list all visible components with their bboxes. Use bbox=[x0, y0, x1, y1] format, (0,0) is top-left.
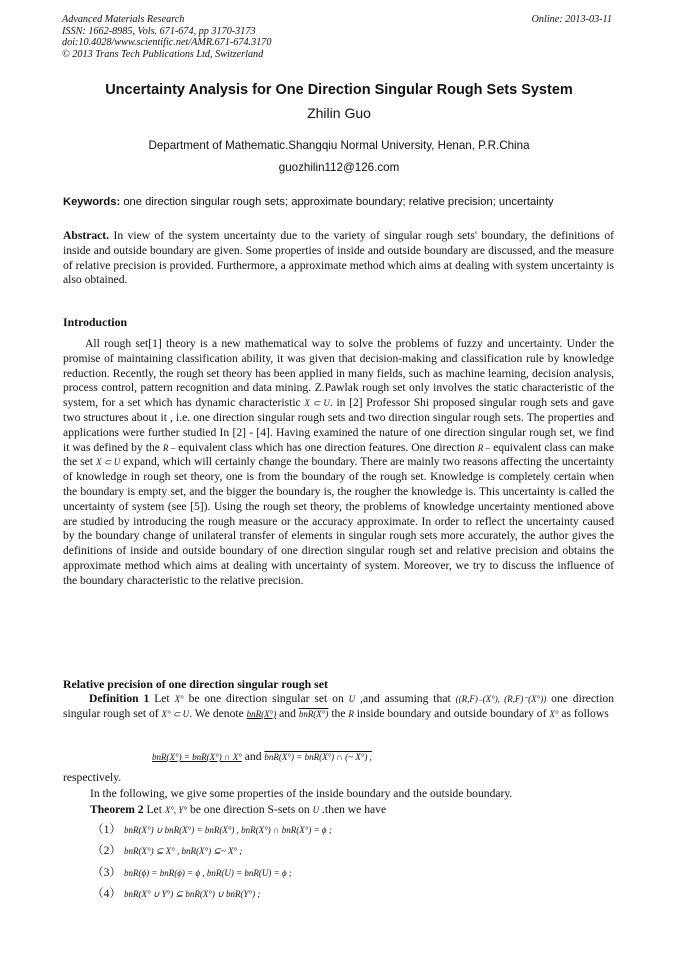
theorem-item bbox=[92, 885, 260, 901]
formula-and: and bbox=[244, 750, 262, 763]
journal-header bbox=[62, 14, 271, 60]
item-formula: bnR(X°) ∪ bnR(X°) = bnR(X°) , bnR(X°) ∩ bnR(X°) = ϕ ; bbox=[124, 825, 332, 835]
theorem-label: Theorem 2 bbox=[90, 803, 144, 816]
math-inline: R – bbox=[477, 442, 491, 453]
def-text: inside boundary and outside boundary of bbox=[356, 706, 547, 720]
thm-text: Let bbox=[146, 803, 162, 816]
keywords-line bbox=[63, 196, 623, 208]
section-heading: Relative precision of one direction singular rough set bbox=[63, 677, 328, 691]
def-text: . We denote bbox=[189, 706, 244, 720]
paper-title: Uncertainty Analysis for One Direction Singular Rough Sets System bbox=[105, 82, 573, 98]
math-inline: bnR(X°) bbox=[246, 708, 277, 719]
item-formula: bnR(X°) ⊆ X° , bnR(X°) ⊆~ X° ; bbox=[124, 846, 243, 856]
math-inline: X° bbox=[174, 694, 184, 704]
intro-text-4: equivalent class can make the set bbox=[63, 440, 615, 469]
item-number: （1） bbox=[92, 823, 121, 836]
inside-boundary-formula: bnR(X°) = bnR(X°) ∩ X° bbox=[152, 752, 242, 762]
definition-paragraph bbox=[63, 692, 614, 722]
intro-text-3: equivalent class which has one direction features. One direction bbox=[178, 440, 475, 454]
item-number: （3） bbox=[92, 866, 121, 879]
math-inline: X°, Y° bbox=[164, 805, 188, 815]
abstract-label: Abstract. bbox=[63, 229, 110, 242]
intro-text-1: All rough set[1] theory is a new mathematical way to solve the problems of fuzzy and uncertainty. Under the promise of maintaining classification ability, it was given that decision-making and classification rule by knowledge reduction. Recently, the rough set theory has been applied in many fields, such as machine learning, decision analysis, process control, pattern recognition and data mining. Z.Pawlak rough set only involves the static characteristic of the system, for a set which has dynamic characteristic bbox=[63, 337, 614, 410]
math-inline: X° bbox=[549, 708, 559, 719]
item-number: （2） bbox=[92, 844, 121, 857]
def-text: and bbox=[279, 706, 296, 720]
item-formula: bnR(ϕ) = bnR(ϕ) = ϕ , bnR(U) = bnR(U) = ϕ ; bbox=[124, 868, 292, 878]
math-inline: X° ⊂ U bbox=[161, 708, 190, 719]
theorem-statement bbox=[90, 803, 386, 816]
issn-line: ISSN: 1662-8985, Vols. 671-674, pp 3170-3173 bbox=[62, 25, 256, 37]
properties-intro-text: In the following, we give some properties of the inside boundary and the outside boundary. bbox=[90, 787, 513, 800]
online-date: Online: 2013-03-11 bbox=[531, 14, 612, 25]
def-text: Let bbox=[154, 692, 170, 705]
math-inline: ((R,F)₋(X°), (R,F)⁻(X°)) bbox=[455, 694, 547, 704]
def-text: as follows bbox=[561, 706, 609, 720]
theorem-item bbox=[92, 842, 242, 858]
boundary-formula bbox=[152, 750, 372, 763]
paper-author: Zhilin Guo bbox=[307, 105, 371, 121]
theorem-item bbox=[92, 821, 332, 837]
math-inline: R bbox=[348, 708, 354, 719]
respectively-text: respectively. bbox=[63, 771, 122, 784]
author-affiliation: Department of Mathematic.Shangqiu Normal University, Henan, P.R.China bbox=[148, 139, 530, 152]
intro-text-5: expand, which will certainly change the boundary. There are mainly two reasons affecting the uncertainty of knowledge in rough set theory, one is from the boundary of the rough set. Knowledge is completely certain when the boundary is empty set, and the bigger the boundary is, the rougher the knowledge is. This uncertainty is called the uncertainty of system (see [5]). Using the rough set theory, the problems of knowledge uncertainty mentioned above are studied by introducing the rough measure or the accuracy approximate. In order to reflect the uncertainty caused by the boundary change of unilateral transfer of elements in singular rough sets more accurately, the author gives the definitions of inside and outside boundary of one direction singular rough set and relative precision and obtains the approximate method which aims at dealing with uncertainty of system. Moreover, we try to discuss the influence of the boundary characteristic to the relative precision. bbox=[63, 455, 614, 587]
author-email[interactable]: guozhilin112@126.com bbox=[278, 161, 400, 174]
doi-line: doi:10.4028/www.scientific.net/AMR.671-674.3170 bbox=[62, 37, 272, 49]
copyright-line: © 2013 Trans Tech Publications Ltd, Switzerland bbox=[62, 48, 264, 60]
journal-name: Advanced Materials Research bbox=[62, 14, 185, 25]
abstract-text: In view of the system uncertainty due to the variety of singular rough sets' boundary, the definitions of inside and outside boundary are given. Some properties of inside and outside boundary are discussed, and the measure of relative precision is provided. Furthermore, a approximate method which aims at dealing with system uncertainty is also obtained. bbox=[63, 229, 614, 287]
math-inline: bnR(X°) bbox=[298, 708, 329, 719]
def-text: be one direction singular set on bbox=[188, 692, 344, 705]
item-formula: bnR(X° ∪ Y°) ⊆ bnR(X°) ∪ bnR(Y°) ; bbox=[124, 889, 261, 899]
math-inline: R – bbox=[162, 442, 176, 453]
item-number: （4） bbox=[92, 887, 121, 900]
math-inline: X ⊂ U bbox=[96, 457, 121, 468]
def-text: the bbox=[331, 706, 346, 720]
intro-text-2: . in [2] Professor Shi proposed singular rough sets and gave two structures about it , i.e. one direction singular rough sets and two direction singular rough sets. The properties and applications were further studied In [2] - [4]. Having examined the nature of one direction singular rough set, we find it was defined by the bbox=[63, 396, 614, 454]
introduction-heading: Introduction bbox=[63, 315, 128, 329]
math-inline: U bbox=[312, 805, 320, 815]
thm-text: be one direction S-sets on bbox=[189, 803, 310, 816]
introduction-paragraph bbox=[63, 337, 614, 589]
definition-label: Definition 1 bbox=[89, 692, 150, 705]
math-inline: U bbox=[348, 694, 356, 704]
def-text: ,and assuming that bbox=[360, 692, 451, 705]
abstract-paragraph bbox=[63, 229, 614, 288]
theorem-item bbox=[92, 864, 292, 880]
keywords-text: one direction singular rough sets; approximate boundary; relative precision; uncertainty bbox=[123, 196, 554, 208]
outside-boundary-formula: bnR(X°) = bnR(X°) ∩ (~ X°) , bbox=[264, 752, 372, 762]
def-text: one direction singular rough set of bbox=[63, 692, 615, 720]
thm-text: .then we have bbox=[322, 803, 387, 816]
keywords-label: Keywords: bbox=[63, 196, 121, 208]
math-inline: X ⊂ U bbox=[304, 398, 330, 409]
